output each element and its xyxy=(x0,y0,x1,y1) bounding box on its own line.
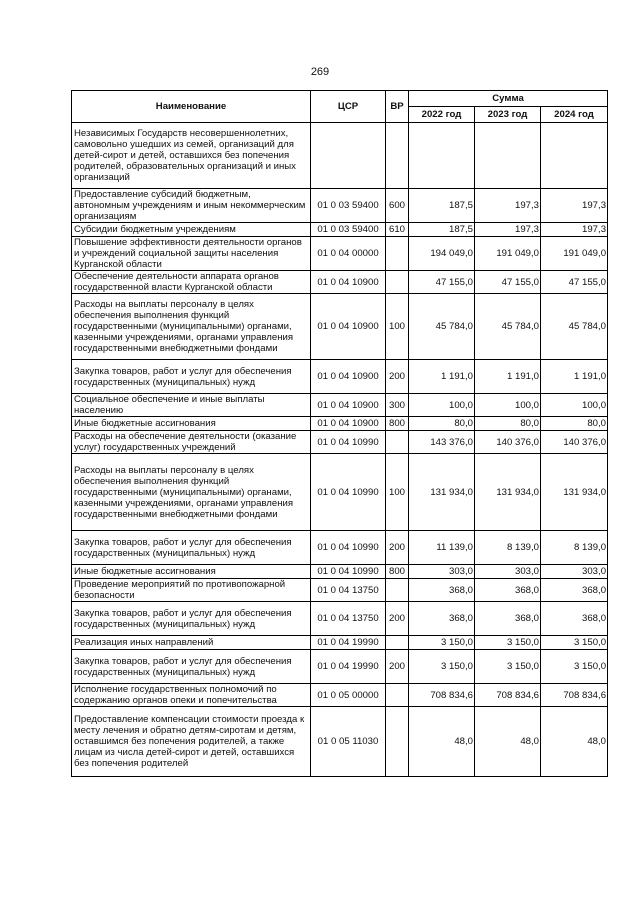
row-2024: 708 834,6 xyxy=(541,684,608,707)
row-csr: 01 0 03 59400 xyxy=(311,189,386,223)
table-row xyxy=(72,431,608,454)
row-vr xyxy=(386,123,409,189)
row-2024: 191 049,0 xyxy=(541,237,608,271)
row-2023: 708 834,6 xyxy=(475,684,541,707)
row-name: Расходы на выплаты персоналу в целях обеспечения выполнения функций государственными (муниципальными) органами, казенными учреждениями, органами управления государственными внебюджетными фондами xyxy=(72,454,311,531)
row-2024: 3 150,0 xyxy=(541,650,608,684)
row-2024: 45 784,0 xyxy=(541,294,608,360)
row-vr: 200 xyxy=(386,650,409,684)
row-csr: 01 0 04 10990 xyxy=(311,431,386,454)
row-2023: 140 376,0 xyxy=(475,431,541,454)
row-name: Исполнение государственных полномочий по содержанию органов опеки и попечительства xyxy=(72,684,311,707)
row-2022: 368,0 xyxy=(409,579,475,602)
table-row xyxy=(72,684,608,707)
page-number: 269 xyxy=(310,66,330,78)
row-2024: 197,3 xyxy=(541,189,608,223)
row-name: Закупка товаров, работ и услуг для обеспечения государственных (муниципальных) нужд xyxy=(72,360,311,394)
row-2022: 11 139,0 xyxy=(409,531,475,565)
row-2022: 303,0 xyxy=(409,565,475,579)
row-name: Обеспечение деятельности аппарата органов государственной власти Курганской области xyxy=(72,271,311,294)
row-2022: 143 376,0 xyxy=(409,431,475,454)
row-2022: 187,5 xyxy=(409,189,475,223)
row-2022: 3 150,0 xyxy=(409,636,475,650)
row-csr: 01 0 04 10990 xyxy=(311,531,386,565)
table-row xyxy=(72,237,608,271)
row-name: Социальное обеспечение и иные выплаты населению xyxy=(72,394,311,417)
row-csr: 01 0 04 10900 xyxy=(311,417,386,431)
row-2022: 1 191,0 xyxy=(409,360,475,394)
row-2023: 100,0 xyxy=(475,394,541,417)
row-csr xyxy=(311,123,386,189)
row-2022: 194 049,0 xyxy=(409,237,475,271)
row-csr: 01 0 04 10990 xyxy=(311,565,386,579)
row-vr: 100 xyxy=(386,294,409,360)
row-2023: 3 150,0 xyxy=(475,636,541,650)
header-2024: 2024 год xyxy=(541,107,608,123)
table-row xyxy=(72,394,608,417)
row-vr xyxy=(386,636,409,650)
row-2023: 303,0 xyxy=(475,565,541,579)
header-name: Наименование xyxy=(72,91,311,123)
row-2022: 48,0 xyxy=(409,707,475,777)
row-vr xyxy=(386,707,409,777)
row-2023 xyxy=(475,123,541,189)
row-name: Закупка товаров, работ и услуг для обеспечения государственных (муниципальных) нужд xyxy=(72,602,311,636)
row-2022: 708 834,6 xyxy=(409,684,475,707)
row-2023: 3 150,0 xyxy=(475,650,541,684)
row-csr: 01 0 04 19990 xyxy=(311,650,386,684)
row-2023: 197,3 xyxy=(475,223,541,237)
budget-table xyxy=(71,90,608,777)
row-2022: 47 155,0 xyxy=(409,271,475,294)
table-row xyxy=(72,565,608,579)
row-2024: 197,3 xyxy=(541,223,608,237)
row-2024: 140 376,0 xyxy=(541,431,608,454)
row-csr: 01 0 03 59400 xyxy=(311,223,386,237)
row-2024: 368,0 xyxy=(541,602,608,636)
table-row xyxy=(72,707,608,777)
row-name: Расходы на обеспечение деятельности (оказание услуг) государственных учреждений xyxy=(72,431,311,454)
row-csr: 01 0 04 19990 xyxy=(311,636,386,650)
row-2023: 45 784,0 xyxy=(475,294,541,360)
row-csr: 01 0 04 10900 xyxy=(311,294,386,360)
row-vr: 200 xyxy=(386,531,409,565)
row-vr: 200 xyxy=(386,360,409,394)
table-row xyxy=(72,650,608,684)
row-vr xyxy=(386,579,409,602)
row-vr xyxy=(386,431,409,454)
row-name: Иные бюджетные ассигнования xyxy=(72,565,311,579)
row-2023: 80,0 xyxy=(475,417,541,431)
row-2023: 47 155,0 xyxy=(475,271,541,294)
row-2023: 191 049,0 xyxy=(475,237,541,271)
row-2024 xyxy=(541,123,608,189)
row-2024: 48,0 xyxy=(541,707,608,777)
row-2024: 3 150,0 xyxy=(541,636,608,650)
row-csr: 01 0 04 10990 xyxy=(311,454,386,531)
row-name: Закупка товаров, работ и услуг для обеспечения государственных (муниципальных) нужд xyxy=(72,531,311,565)
table-row xyxy=(72,602,608,636)
row-csr: 01 0 05 11030 xyxy=(311,707,386,777)
row-2023: 131 934,0 xyxy=(475,454,541,531)
row-2023: 1 191,0 xyxy=(475,360,541,394)
row-csr: 01 0 04 10900 xyxy=(311,360,386,394)
row-vr: 300 xyxy=(386,394,409,417)
row-2022: 368,0 xyxy=(409,602,475,636)
header-csr: ЦСР xyxy=(311,91,386,123)
row-vr xyxy=(386,684,409,707)
row-2024: 303,0 xyxy=(541,565,608,579)
row-csr: 01 0 04 13750 xyxy=(311,602,386,636)
row-2022: 187,5 xyxy=(409,223,475,237)
row-2023: 197,3 xyxy=(475,189,541,223)
row-2024: 80,0 xyxy=(541,417,608,431)
row-vr xyxy=(386,237,409,271)
row-vr xyxy=(386,271,409,294)
table-row xyxy=(72,636,608,650)
table-row xyxy=(72,579,608,602)
row-name: Реализация иных направлений xyxy=(72,636,311,650)
row-csr: 01 0 04 00000 xyxy=(311,237,386,271)
row-2024: 100,0 xyxy=(541,394,608,417)
row-name: Предоставление субсидий бюджетным, автономным учреждениям и иным некоммерческим организациям xyxy=(72,189,311,223)
row-2023: 48,0 xyxy=(475,707,541,777)
row-name: Иные бюджетные ассигнования xyxy=(72,417,311,431)
row-name: Субсидии бюджетным учреждениям xyxy=(72,223,311,237)
row-name: Предоставление компенсации стоимости проезда к месту лечения и обратно детям-сиротам и детям, оставшимся без попечения родителей, а также лицам из числа детей-сирот и детей, оставшихся без попечения родителей xyxy=(72,707,311,777)
row-2023: 8 139,0 xyxy=(475,531,541,565)
row-vr: 800 xyxy=(386,417,409,431)
row-csr: 01 0 05 00000 xyxy=(311,684,386,707)
row-vr: 610 xyxy=(386,223,409,237)
row-2022: 80,0 xyxy=(409,417,475,431)
table-row xyxy=(72,223,608,237)
row-2024: 8 139,0 xyxy=(541,531,608,565)
table-row xyxy=(72,360,608,394)
row-2022 xyxy=(409,123,475,189)
table-row xyxy=(72,123,608,189)
row-vr: 200 xyxy=(386,602,409,636)
row-2024: 368,0 xyxy=(541,579,608,602)
row-2022: 131 934,0 xyxy=(409,454,475,531)
row-vr: 800 xyxy=(386,565,409,579)
table-row xyxy=(72,189,608,223)
row-2024: 47 155,0 xyxy=(541,271,608,294)
table-row xyxy=(72,531,608,565)
row-2023: 368,0 xyxy=(475,579,541,602)
table-row xyxy=(72,454,608,531)
header-2023: 2023 год xyxy=(475,107,541,123)
table-row xyxy=(72,271,608,294)
header-sum: Сумма xyxy=(409,91,608,107)
row-2022: 45 784,0 xyxy=(409,294,475,360)
row-name: Расходы на выплаты персоналу в целях обеспечения выполнения функций государственными (муниципальными) органами, казенными учреждениями, органами управления государственными внебюджетными фондами xyxy=(72,294,311,360)
row-name: Проведение мероприятий по противопожарной безопасности xyxy=(72,579,311,602)
row-csr: 01 0 04 10900 xyxy=(311,394,386,417)
row-2023: 368,0 xyxy=(475,602,541,636)
row-csr: 01 0 04 13750 xyxy=(311,579,386,602)
table-row xyxy=(72,294,608,360)
row-2024: 131 934,0 xyxy=(541,454,608,531)
header-vr: ВР xyxy=(386,91,409,123)
table-row xyxy=(72,417,608,431)
row-name: Независимых Государств несовершеннолетних, самовольно ушедших из семей, организаций для детей-сирот и детей, оставшихся без попечения родителей, образовательных организаций и иных организаций xyxy=(72,123,311,189)
row-vr: 100 xyxy=(386,454,409,531)
row-name: Повышение эффективности деятельности органов и учреждений социальной защиты населения Курганской области xyxy=(72,237,311,271)
row-2024: 1 191,0 xyxy=(541,360,608,394)
row-csr: 01 0 04 10900 xyxy=(311,271,386,294)
row-vr: 600 xyxy=(386,189,409,223)
header-2022: 2022 год xyxy=(409,107,475,123)
row-name: Закупка товаров, работ и услуг для обеспечения государственных (муниципальных) нужд xyxy=(72,650,311,684)
row-2022: 100,0 xyxy=(409,394,475,417)
row-2022: 3 150,0 xyxy=(409,650,475,684)
